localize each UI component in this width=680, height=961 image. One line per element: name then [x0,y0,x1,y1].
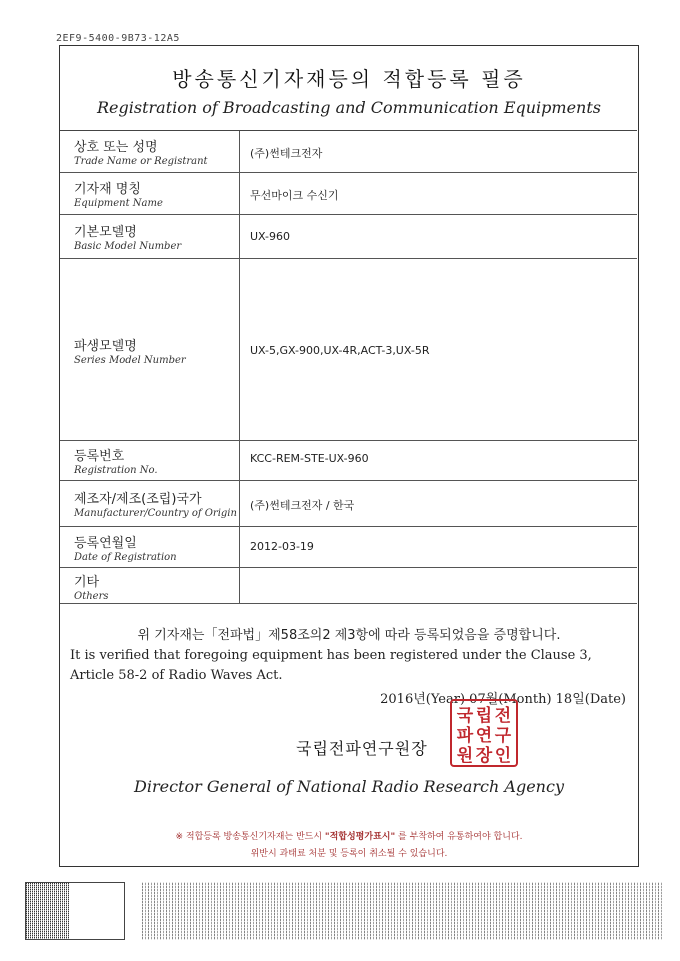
svg-text:구: 구 [494,726,512,746]
issuer-english: Director General of National Radio Research Agency [134,777,564,796]
row-value: 무선마이크 수신기 [250,189,339,202]
row-label [60,527,240,567]
label-english: Basic Model Number [74,241,182,252]
svg-text:전: 전 [494,706,512,726]
label-english: Equipment Name [74,198,163,209]
label-korean: 등록번호 [74,449,125,464]
svg-text:국: 국 [456,706,474,726]
table-row-equipment-name [60,173,637,215]
label-english: Trade Name or Registrant [74,156,208,167]
table-row-registration-no [60,441,637,481]
row-value: UX-5,GX-900,UX-4R,ACT-3,UX-5R [250,344,430,357]
title-korean: 방송통신기자재등의 적합등록 필증 [172,67,526,91]
notice-line-1 [60,829,638,842]
label-korean: 상호 또는 성명 [74,140,158,155]
label-english: Registration No. [74,465,158,476]
label-english: Date of Registration [74,552,177,563]
row-label [60,481,240,526]
label-korean: 등록연월일 [74,536,137,551]
row-label [60,173,240,214]
label-korean: 기타 [74,575,100,590]
row-label [60,441,240,480]
title-english: Registration of Broadcasting and Communication Equipments [97,98,601,117]
table-row-basic-model [60,215,637,259]
label-english: Series Model Number [74,355,186,366]
barcode-overlay [26,883,70,939]
label-korean: 파생모델명 [74,339,137,354]
table-row-manufacturer [60,481,637,527]
row-value: (주)썬테크전자 [250,147,323,160]
certification-korean: 위 기자재는「전파법」제58조의2 제3항에 따라 등록되었음을 증명합니다. [137,628,561,643]
security-pattern-overlay [142,882,662,940]
document-id: 2EF9-5400-9B73-12A5 [56,33,180,44]
row-label [60,131,240,172]
row-label [60,568,240,603]
svg-text:원: 원 [456,746,474,765]
svg-text:파: 파 [456,726,474,746]
official-seal-icon [450,699,518,767]
label-korean: 제조자/제조(조립)국가 [74,492,202,507]
label-korean: 기본모델명 [74,225,137,240]
notice-text: 를 부착하여 유통하여야 합니다. [395,832,523,842]
svg-text:장: 장 [475,746,493,765]
svg-text:인: 인 [494,746,512,765]
issuer-korean: 국립전파연구원장 [296,739,428,758]
svg-text:립: 립 [475,706,493,726]
notice-text: ※ 적합등록 방송통신기자재는 반드시 [175,832,325,842]
seal-graphic [452,701,516,765]
table-row-others [60,568,637,604]
row-value: (주)썬테크전자 / 한국 [250,499,355,512]
label-english: Manufacturer/Country of Origin [74,508,237,519]
notice-line-2: 위반시 과태료 처분 및 등록이 취소될 수 있습니다. [250,849,448,859]
row-value: KCC-REM-STE-UX-960 [250,452,369,465]
table-row-trade-name [60,131,637,173]
label-english: Others [74,591,109,602]
notice-emphasis: "적합성평가표시" [324,832,396,842]
registration-table [60,130,637,604]
row-label [60,215,240,258]
row-value: UX-960 [250,230,291,243]
row-label [60,259,240,440]
issue-date: 2016년(Year) 07월(Month) 18일(Date) [380,692,626,707]
table-row-series-model [60,259,637,441]
svg-text:연: 연 [475,726,493,746]
label-korean: 기자재 명칭 [74,182,141,197]
certification-english: It is verified that foregoing equipment has been registered under the Clause 3, Article 58-2 of Radio Waves Act. [70,648,592,683]
table-row-registration-date [60,527,637,568]
row-value: 2012-03-19 [250,540,314,553]
certificate-frame [59,45,639,867]
